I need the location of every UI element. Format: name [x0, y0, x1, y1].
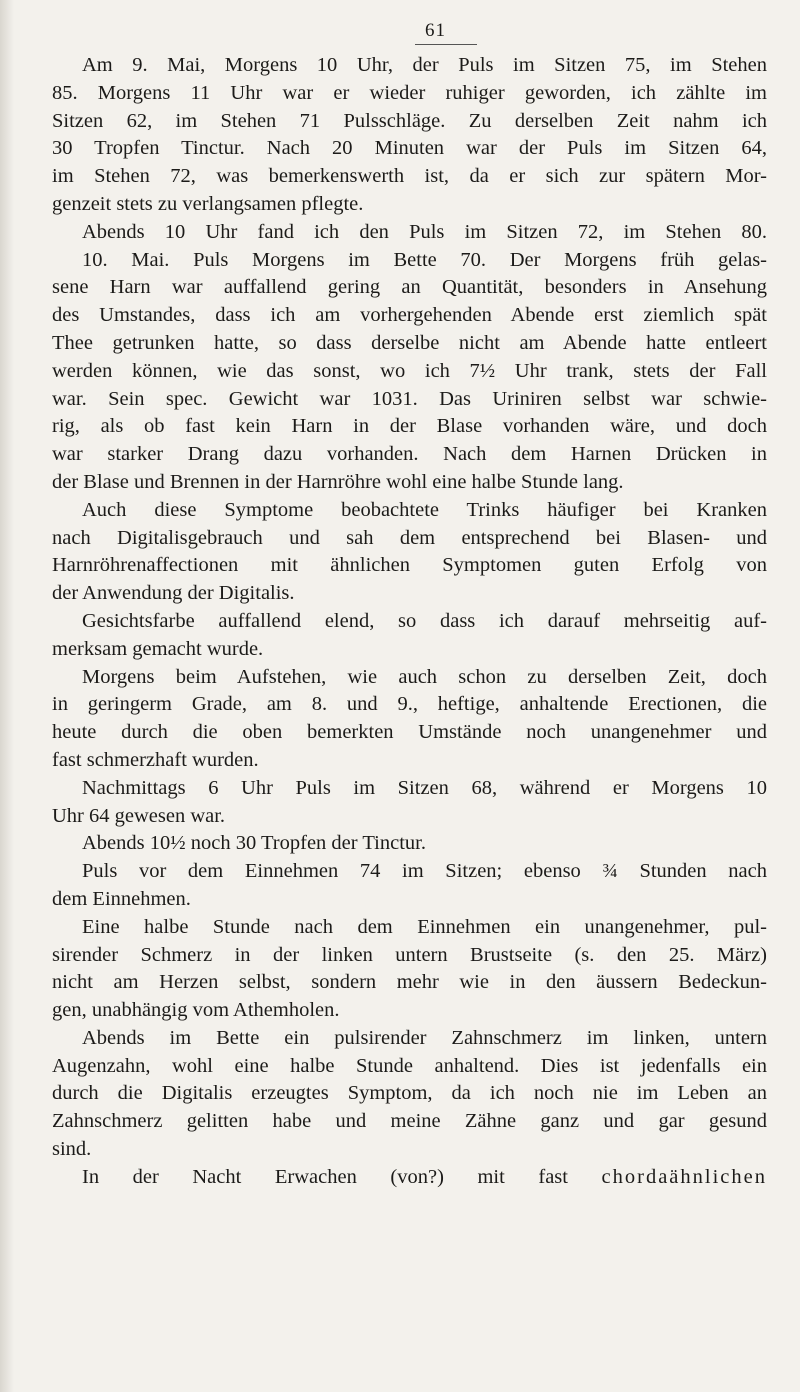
- text-line: war. Sein spec. Gewicht war 1031. Das Uriniren selbst war schwie-: [52, 387, 767, 410]
- final-line-start: In der Nacht Erwachen (von?) mit fast: [82, 1165, 568, 1188]
- text-line: Thee getrunken hatte, so dass derselbe nicht am Abende hatte entleert: [52, 331, 767, 354]
- text-line: 10. Mai. Puls Morgens im Bette 70. Der Morgens früh gelas-: [82, 248, 767, 271]
- header-rule: [415, 44, 477, 45]
- text-line: im Stehen 72, was bemerkenswerth ist, da er sich zur spätern Mor-: [52, 165, 767, 188]
- text-line: sirender Schmerz in der linken untern Brustseite (s. den 25. März): [52, 943, 767, 966]
- text-line: rig, als ob fast kein Harn in der Blase vorhanden wäre, und doch: [52, 415, 767, 438]
- text-line: Uhr 64 gewesen war.: [52, 804, 226, 827]
- text-line: 85. Morgens 11 Uhr war er wieder ruhiger geworden, ich zählte im: [52, 81, 767, 104]
- text-line: gen, unabhängig vom Athemholen.: [52, 999, 340, 1022]
- text-line: genzeit stets zu verlangsamen pflegte.: [52, 192, 364, 215]
- text-line: sene Harn war auffallend gering an Quantität, besonders in Ansehung: [52, 276, 767, 299]
- text-line: dem Einnehmen.: [52, 887, 191, 910]
- text-line: Morgens beim Aufstehen, wie auch schon zu derselben Zeit, doch: [82, 665, 767, 688]
- text-line: Eine halbe Stunde nach dem Einnehmen ein unangenehmer, pul-: [82, 915, 767, 938]
- text-line: Abends 10½ noch 30 Tropfen der Tinctur.: [82, 832, 426, 855]
- text-line: fast schmerzhaft wurden.: [52, 748, 259, 771]
- body-text: [52, 52, 767, 1192]
- text-line: war starker Drang dazu vorhanden. Nach dem Harnen Drücken in: [52, 443, 767, 466]
- text-line: des Umstandes, dass ich am vorhergehenden Abende erst ziemlich spät: [52, 304, 767, 327]
- text-line: der Blase und Brennen in der Harnröhre wohl eine halbe Stunde lang.: [52, 470, 624, 493]
- text-line: 30 Tropfen Tinctur. Nach 20 Minuten war der Puls im Sitzen 64,: [52, 137, 767, 160]
- text-line: durch die Digitalis erzeugtes Symptom, da ich noch nie im Leben an: [52, 1082, 767, 1105]
- text-line: Zahnschmerz gelitten habe und meine Zähne ganz und gar gesund: [52, 1110, 767, 1133]
- text-line: sind.: [52, 1138, 92, 1161]
- text-line: der Anwendung der Digitalis.: [52, 582, 295, 605]
- text-line: Sitzen 62, im Stehen 71 Pulsschläge. Zu derselben Zeit nahm ich: [52, 109, 767, 132]
- page-number: 61: [425, 20, 446, 41]
- text-line: heute durch die oben bemerkten Umstände noch unangenehmer und: [52, 721, 767, 744]
- text-line: Augenzahn, wohl eine halbe Stunde anhaltend. Dies ist jedenfalls ein: [52, 1054, 767, 1077]
- final-line-spaced-word: chordaähnlichen: [601, 1165, 767, 1188]
- page-edge-shadow: [0, 0, 14, 1392]
- text-line: nicht am Herzen selbst, sondern mehr wie in den äussern Bedeckun-: [52, 971, 767, 994]
- text-line: Harnröhrenaffectionen mit ähnlichen Symptomen guten Erfolg von: [52, 554, 767, 577]
- text-line: Auch diese Symptome beobachtete Trinks häufiger bei Kranken: [82, 498, 767, 521]
- text-line: nach Digitalisgebrauch und sah dem entsprechend bei Blasen- und: [52, 526, 767, 549]
- text-line-final: [52, 1164, 767, 1192]
- text-line: Am 9. Mai, Morgens 10 Uhr, der Puls im Sitzen 75, im Stehen: [82, 54, 767, 76]
- text-line: Puls vor dem Einnehmen 74 im Sitzen; ebenso ¾ Stunden nach: [82, 860, 767, 883]
- text-line: Abends 10 Uhr fand ich den Puls im Sitzen 72, im Stehen 80.: [82, 220, 767, 243]
- text-line: werden können, wie das sonst, wo ich 7½ Uhr trank, stets der Fall: [52, 359, 767, 382]
- text-line: Abends im Bette ein pulsirender Zahnschmerz im linken, untern: [82, 1026, 767, 1049]
- text-line: in geringerm Grade, am 8. und 9., heftige, anhaltende Erectionen, die: [52, 693, 767, 716]
- text-line: Nachmittags 6 Uhr Puls im Sitzen 68, während er Morgens 10: [82, 776, 767, 799]
- text-line: Gesichtsfarbe auffallend elend, so dass ich darauf mehrseitig auf-: [82, 609, 767, 632]
- text-line: merksam gemacht wurde.: [52, 637, 264, 660]
